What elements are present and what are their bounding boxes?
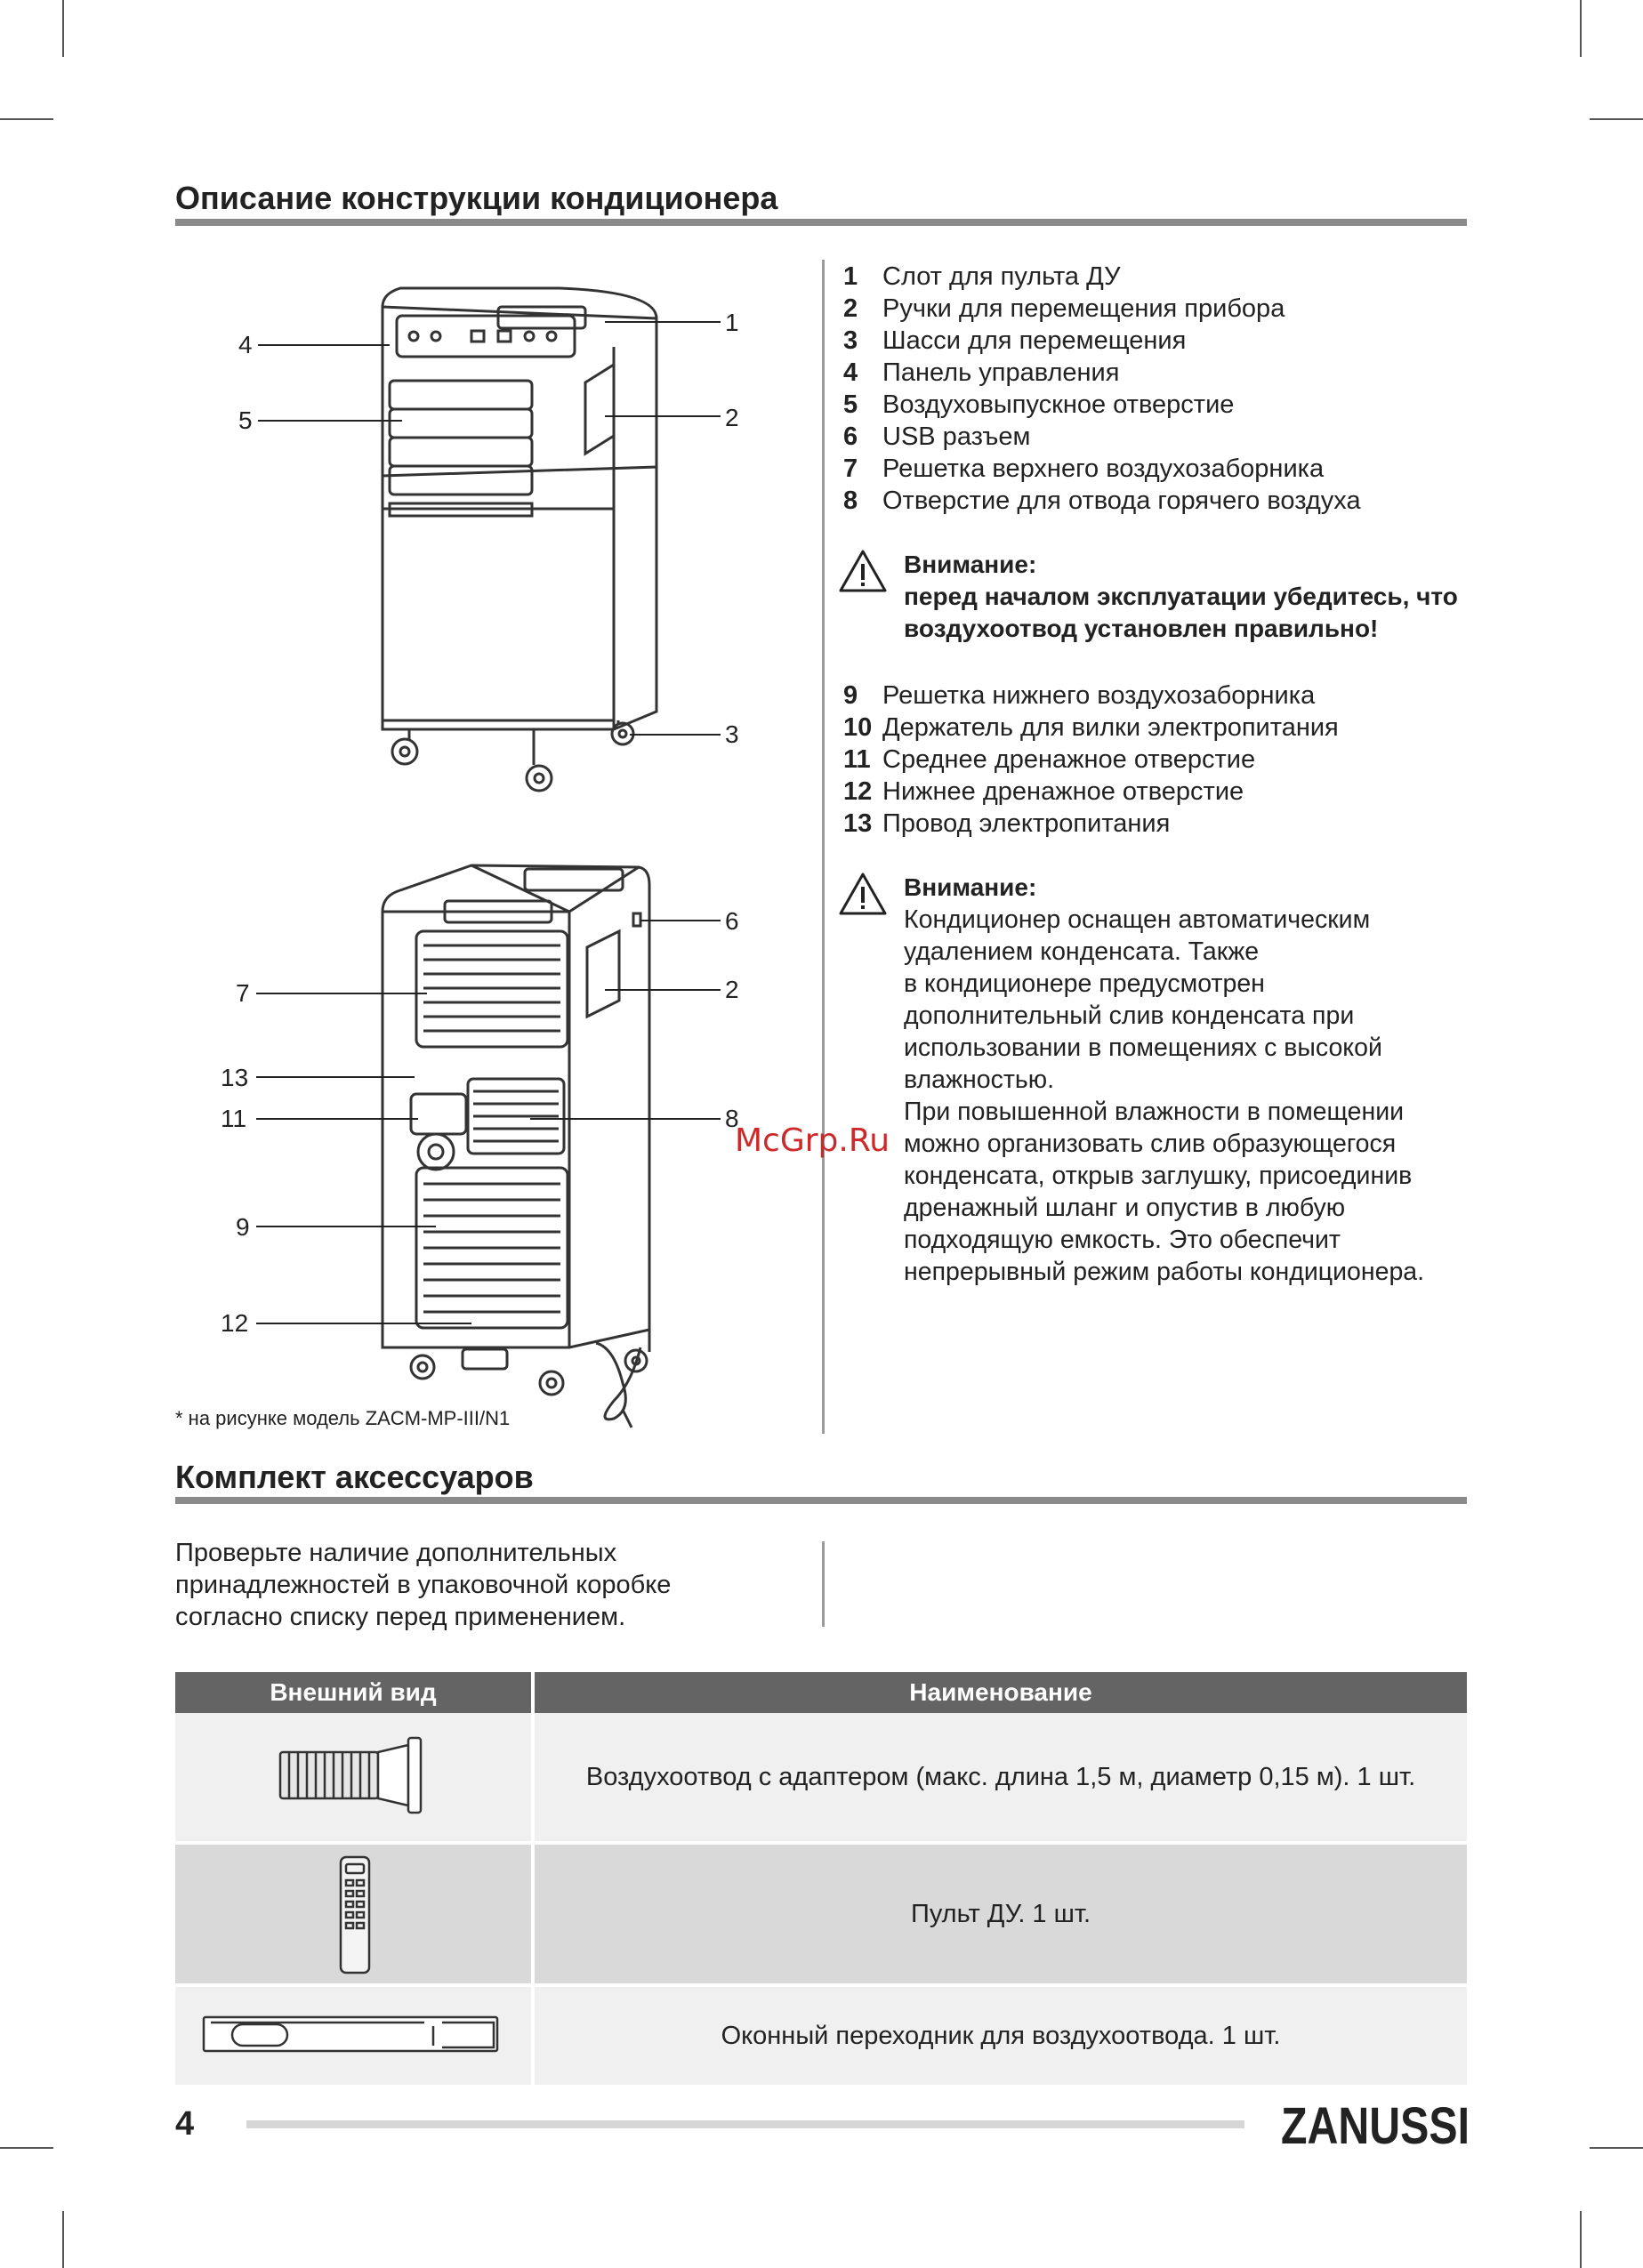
figure-footnote: * на рисунке модель ZACM-MP-III/N1 [175,1407,511,1429]
page-number: 4 [175,2105,195,2143]
callout-back-2: 2 [725,976,739,1003]
section-title-accessories: Комплект аксессуаров [175,1459,534,1495]
column-divider [822,1541,825,1627]
callout-back-11: 11 [221,1105,247,1132]
crop-mark [0,2147,53,2149]
table-cell-image [175,1845,531,1983]
table-row [175,1713,1467,1841]
crop-mark [1580,0,1582,57]
table-header-name: Наименование [535,1672,1467,1713]
window-adapter-icon [175,1987,531,2085]
callout-front-3: 3 [725,720,739,748]
callout-front-4: 4 [238,331,253,358]
table-row [175,1987,1467,2085]
table-header-appearance: Внешний вид [175,1672,531,1713]
remote-control-icon [175,1845,531,1983]
warning-text: Кондиционер оснащен автоматическим удалением конденсата. Также в кондиционере предусмотрен дополнительный слив конденсата при использовании в помещениях с высокой влажностью. При повышенной влажности в помещении можно организовать слив образующегося конденсата, открыв заглушку, присоединив дренажный шланг и опустив в любую подходящую емкость. Это обеспечит непрерывный режим работы кондиционера. [904,905,1425,1286]
column-divider [822,260,825,1434]
section-title-design: Описание конструкции кондиционера [175,180,778,216]
warning-triangle-icon [838,872,888,916]
crop-mark [1590,118,1643,120]
crop-mark [1590,2147,1643,2149]
warning-title: Внимание: [904,551,1037,578]
accessories-intro: Проверьте наличие дополнительных принадлежностей в упаковочной коробке согласно списку перед применением. [175,1539,672,1631]
callout-front-1: 1 [725,309,739,336]
callout-back-13: 13 [221,1064,249,1091]
air-conditioner-back-illustration [222,849,747,1428]
crop-mark [62,0,64,57]
warning-text: перед началом эксплуатации убедитесь, что воздухоотвод установлен правильно! [904,583,1458,642]
table-cell-name: Оконный переходник для воздухоотвода. 1 шт. [535,1987,1467,2085]
table-row [175,1845,1467,1983]
footer-rule [246,2120,1244,2128]
air-conditioner-front-illustration [231,276,747,809]
callout-front-5: 5 [238,406,253,434]
section-rule [175,219,1467,226]
table-cell-image [175,1987,531,2085]
callout-back-12: 12 [221,1309,249,1337]
callout-front-2: 2 [725,404,739,431]
svg-text:ZANUSSI: ZANUSSI [1281,2097,1470,2155]
section-rule [175,1497,1467,1504]
warning-triangle-icon [838,549,888,593]
callout-back-9: 9 [236,1213,250,1241]
callout-back-8: 8 [725,1105,739,1132]
air-duct-icon [175,1713,531,1841]
callout-back-7: 7 [236,979,250,1007]
crop-mark [0,118,53,120]
table-cell-name: Пульт ДУ. 1 шт. [535,1845,1467,1983]
table-cell-image [175,1713,531,1841]
callout-back-6: 6 [725,907,739,935]
crop-mark [62,2211,64,2268]
crop-mark [1580,2211,1582,2268]
warning-title: Внимание: [904,873,1037,901]
table-cell-name: Воздухоотвод с адаптером (макс. длина 1,5 м, диаметр 0,15 м). 1 шт. [535,1713,1467,1841]
zanussi-logo [1281,2097,1470,2155]
watermark-text: McGrp.Ru [735,1122,890,1159]
